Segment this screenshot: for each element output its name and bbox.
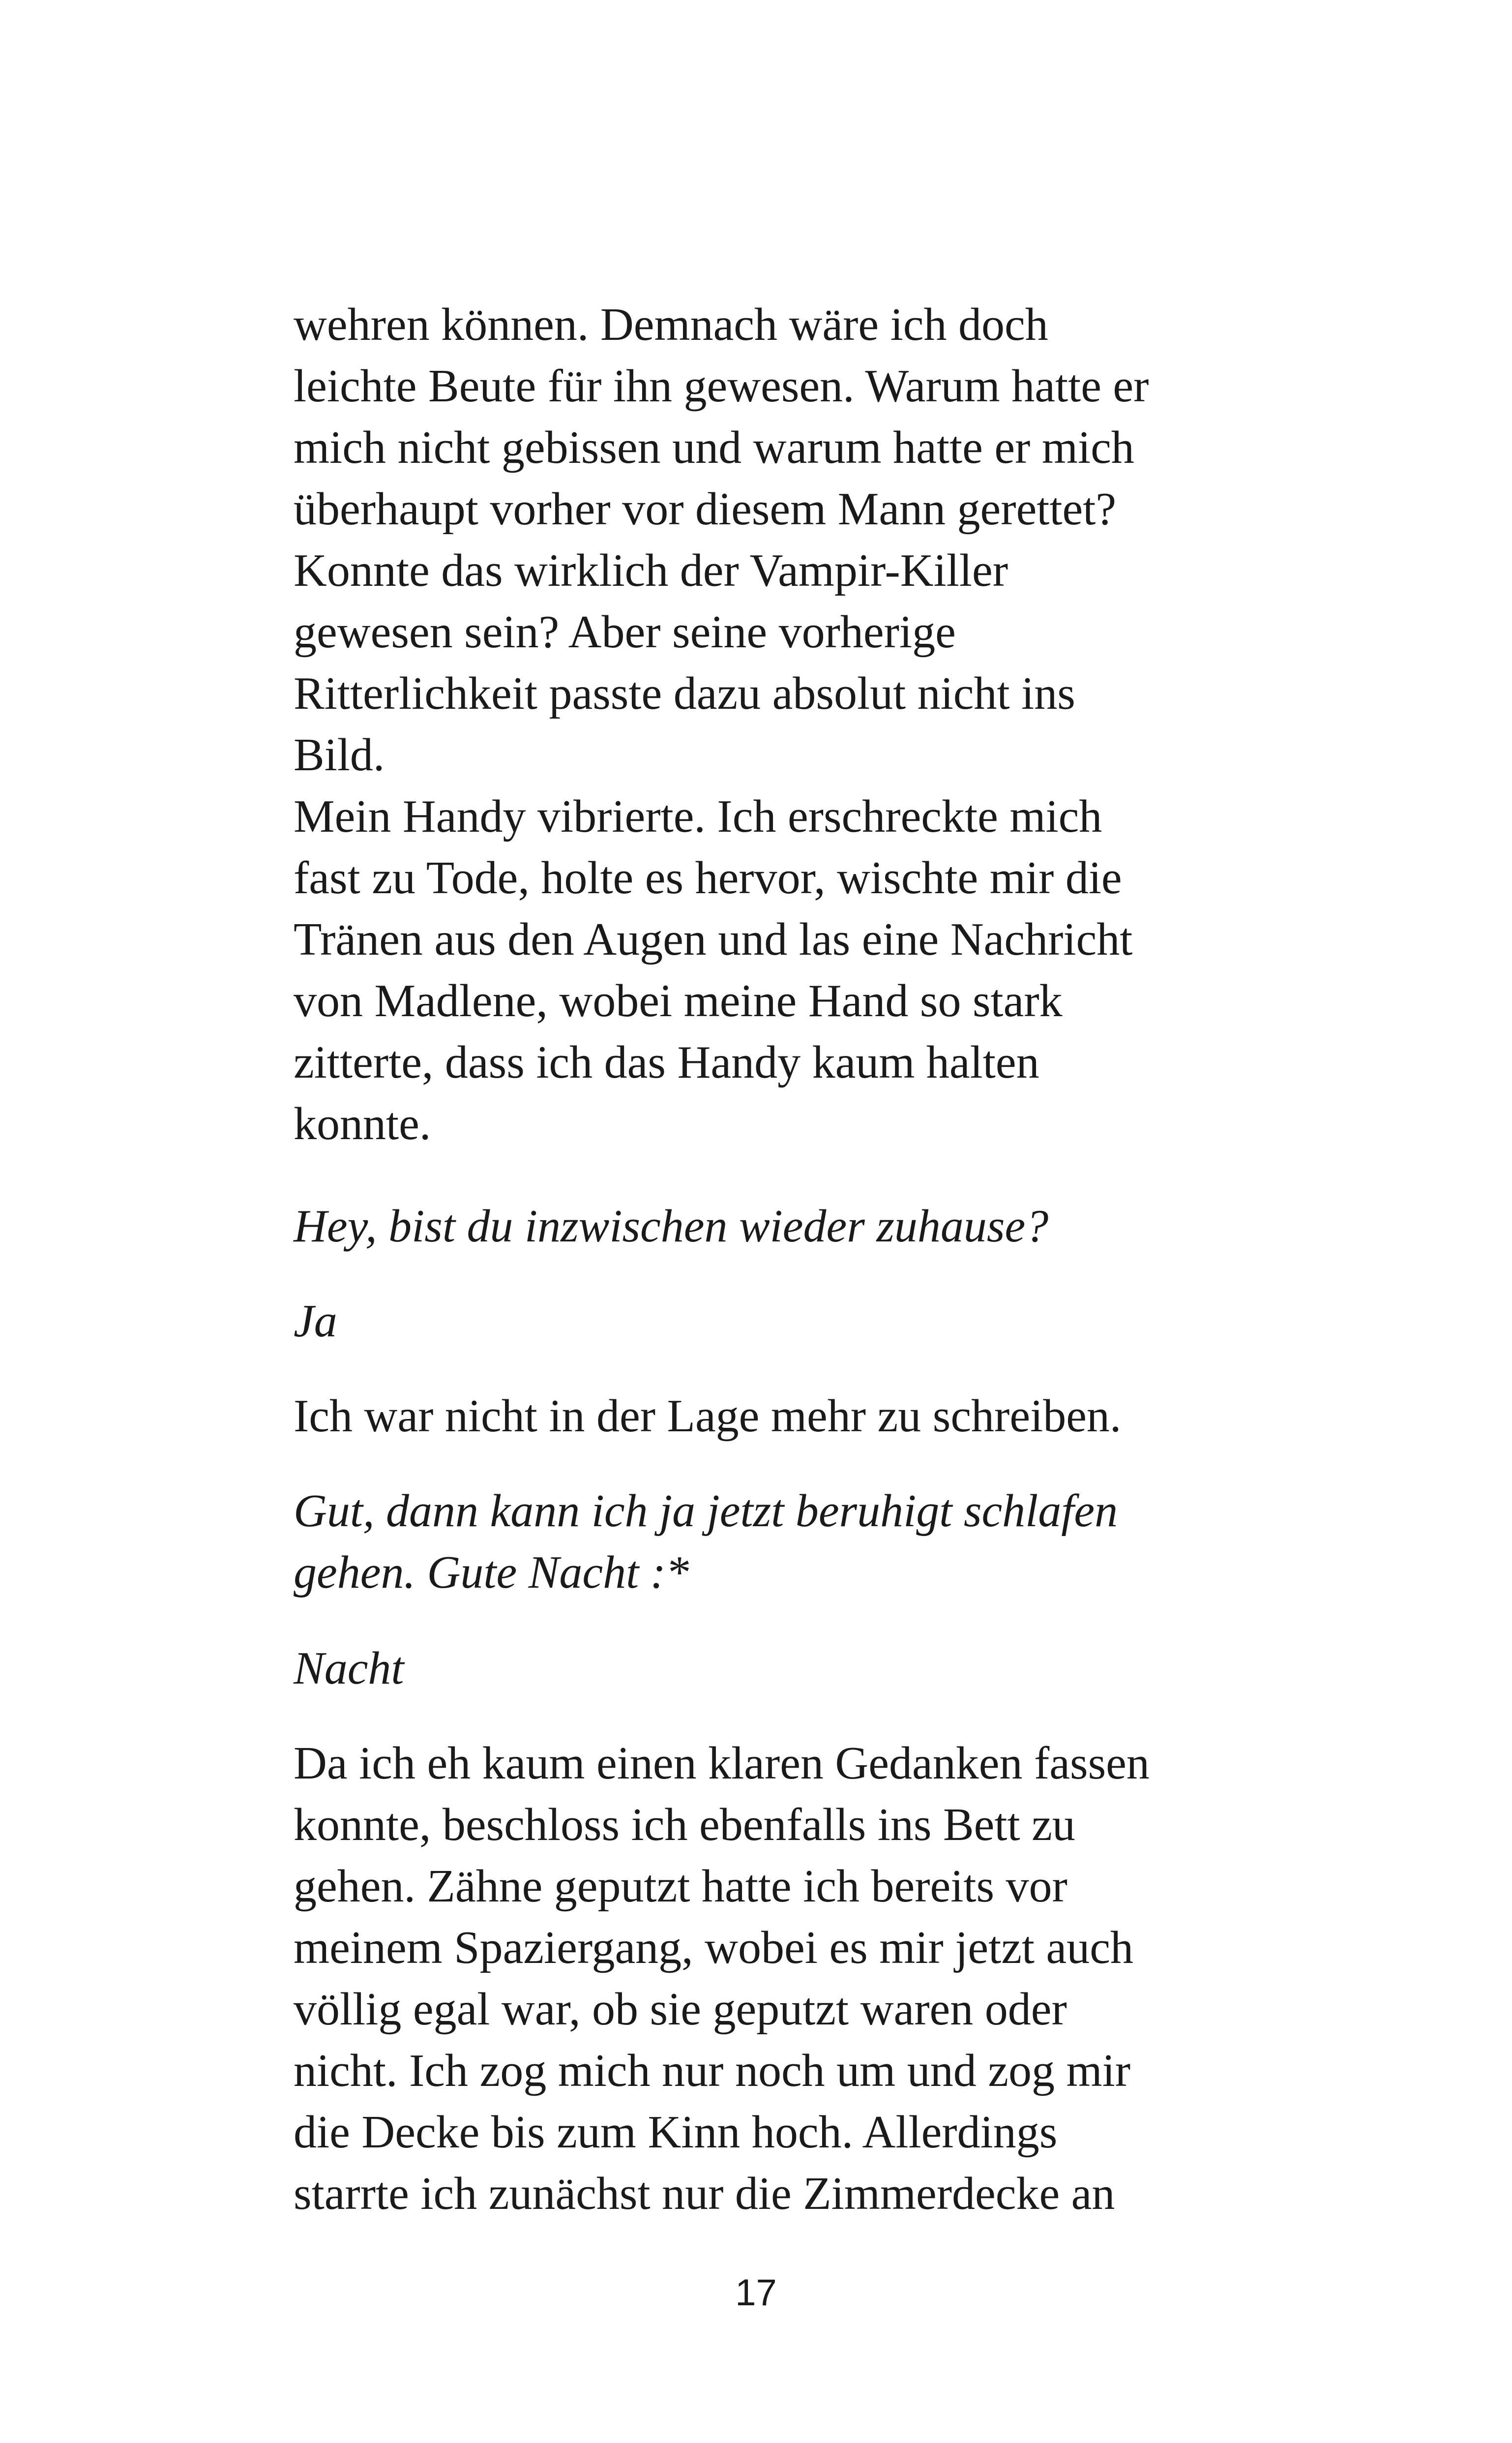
paragraph-1 <box>294 294 1277 786</box>
reply-1 <box>294 1291 1277 1352</box>
text-line: mich nicht gebissen und warum hatte er mich <box>294 422 1134 473</box>
text-line: überhaupt vorher vor diesem Mann gerettet? <box>294 483 1117 535</box>
text-line: konnte, beschloss ich ebenfalls ins Bett zu <box>294 1799 1075 1850</box>
text-line: Da ich eh kaum einen klaren Gedanken fassen <box>294 1738 1150 1789</box>
message-2 <box>294 1480 1277 1603</box>
text-line: meinem Spaziergang, wobei es mir jetzt auch <box>294 1922 1133 1973</box>
page-number: 17 <box>735 2272 777 2314</box>
text-line: gewesen sein? Aber seine vorherige <box>294 606 956 658</box>
text-line: Ja <box>294 1296 337 1347</box>
text-line: konnte. <box>294 1098 431 1149</box>
text-line: Gut, dann kann ich ja jetzt beruhigt schlafen <box>294 1485 1118 1537</box>
reply-2 <box>294 1638 1277 1699</box>
text-line: von Madlene, wobei meine Hand so stark <box>294 975 1063 1026</box>
text-line: Tränen aus den Augen und las eine Nachricht <box>294 914 1133 965</box>
text-line: zitterte, dass ich das Handy kaum halten <box>294 1037 1039 1088</box>
text-line: fast zu Tode, holte es hervor, wischte mir die <box>294 852 1122 904</box>
text-line: Ich war nicht in der Lage mehr zu schreiben. <box>294 1390 1122 1442</box>
text-line: Hey, bist du inzwischen wieder zuhause? <box>294 1201 1049 1252</box>
paragraph-3 <box>294 1386 1277 1447</box>
text-line: wehren können. Demnach wäre ich doch <box>294 299 1048 350</box>
paragraph-4 <box>294 1733 1277 2225</box>
text-line: Konnte das wirklich der Vampir-Killer <box>294 545 1008 596</box>
text-line: Nacht <box>294 1643 404 1694</box>
text-line: starrte ich zunächst nur die Zimmerdecke an <box>294 2168 1115 2219</box>
text-line: gehen. Zähne geputzt hatte ich bereits vor <box>294 1861 1067 1912</box>
message-1 <box>294 1196 1277 1257</box>
text-line: Bild. <box>294 729 385 781</box>
text-line: die Decke bis zum Kinn hoch. Allerdings <box>294 2107 1058 2158</box>
text-line: leichte Beute für ihn gewesen. Warum hatte er <box>294 361 1149 412</box>
text-line: nicht. Ich zog mich nur noch um und zog mir <box>294 2045 1131 2096</box>
text-line: Mein Handy vibrierte. Ich erschreckte mich <box>294 791 1102 842</box>
text-line: völlig egal war, ob sie geputzt waren oder <box>294 1984 1067 2035</box>
paragraph-2 <box>294 786 1277 1155</box>
text-line: Ritterlichkeit passte dazu absolut nicht ins <box>294 668 1075 719</box>
text-line: gehen. Gute Nacht :* <box>294 1547 689 1598</box>
